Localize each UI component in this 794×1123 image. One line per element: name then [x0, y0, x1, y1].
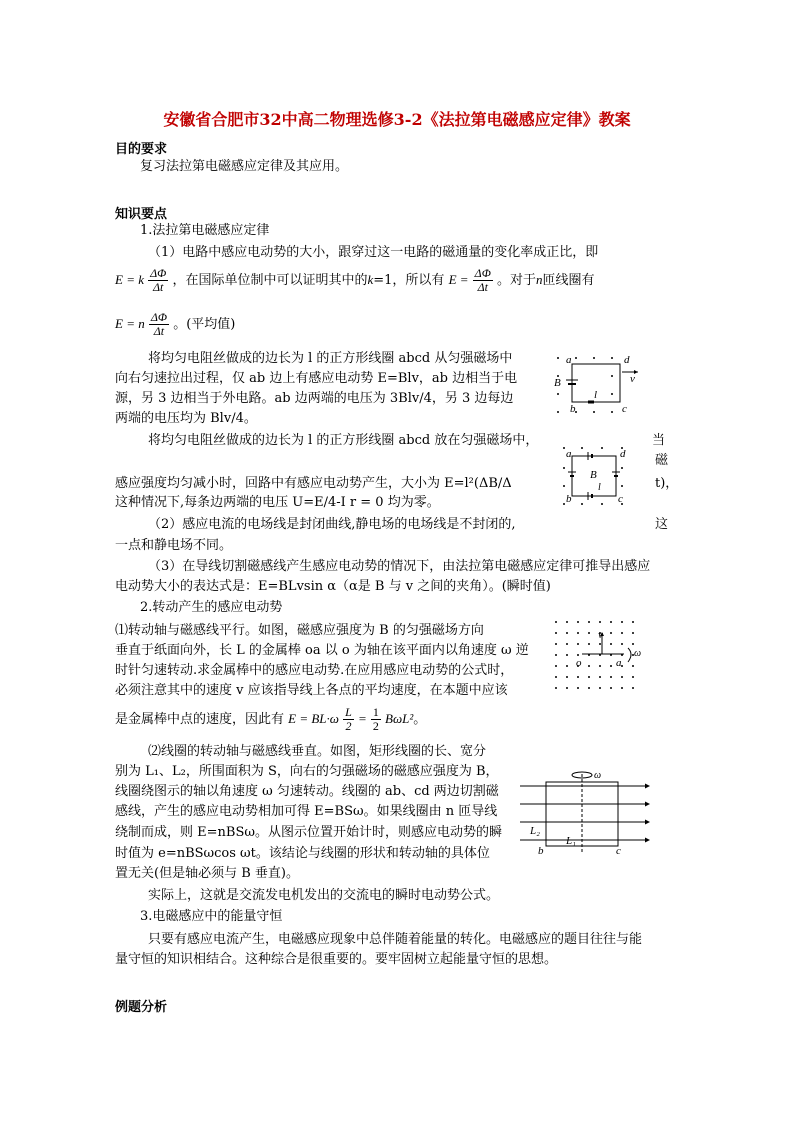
var-n: n	[536, 272, 543, 287]
field-dot	[599, 687, 601, 689]
fig1-label-B: B	[554, 377, 561, 389]
var-k: k	[367, 272, 374, 287]
field-dot	[566, 687, 568, 689]
field-dot	[555, 665, 557, 667]
para-3-line-1-right: 当	[652, 433, 666, 448]
knowledge-heading: 知识要点	[115, 207, 168, 222]
field-dot	[566, 632, 568, 634]
para-7-line-2: 别为 L₁、L₂，所围面积为 S，向右的匀强磁场的磁感应强度为 B，	[115, 764, 499, 779]
para-5-line-2: 电动势大小的表达式是：E=BLvsin α（α是 B 与 v 之间的夹角）。(瞬时值)	[115, 579, 551, 594]
field-dot	[577, 643, 579, 645]
frac-num: 1	[372, 705, 379, 719]
fig3-label-o: o	[576, 657, 582, 669]
goal-text: 复习法拉第电磁感应定律及其应用。	[140, 159, 349, 174]
para-3-mag: 磁	[655, 453, 669, 468]
para-6-line-4: 必须注意其中的速度 v 应该指导线上各点的平均速度，在本题中应该	[115, 683, 508, 698]
field-dot	[610, 687, 612, 689]
field-dot	[577, 654, 579, 656]
text: 匝线圈有	[542, 273, 595, 288]
para-6-line-3: 时针匀速转动.求金属棒中的感应电动势.在应用感应电动势的公式时，	[115, 663, 514, 678]
formula-e-equals-n: E = n	[115, 316, 145, 331]
para-6-line-5	[115, 706, 426, 733]
field-dot	[566, 621, 568, 623]
formula-b-omega-l2: BωL²	[385, 711, 414, 726]
para-4-line-1: （2）感应电流的电场线是封闭曲线,静电场的电场线是不封闭的,	[148, 517, 516, 532]
field-dot	[588, 621, 590, 623]
field-dot	[588, 665, 590, 667]
frac-den: 2	[372, 719, 379, 733]
fraction-one-half	[371, 706, 381, 733]
para-7-line-7: 置无关(但是轴必须与 B 垂直)。	[115, 866, 299, 881]
figure-rotating-rod	[552, 618, 644, 702]
frac-num: ΔΦ	[150, 266, 167, 280]
field-dot	[632, 621, 634, 623]
para-3-line-1: 将均匀电阻丝做成的边长为 l 的正方形线圈 abcd 放在匀强磁场中，	[148, 433, 539, 448]
text: ，在国际单位制中可以证明其中的	[172, 273, 368, 288]
para-2-line-1: 将均匀电阻丝做成的边长为 l 的正方形线圈 abcd 从匀强磁场中	[148, 351, 513, 366]
fig2-label-B: B	[590, 469, 597, 481]
para-9-line-1: 只要有感应电流产生，电磁感应现象中总伴随着能量的转化。电磁感应的题目往往与能	[148, 932, 643, 947]
field-dot	[588, 643, 590, 645]
goal-heading: 目的要求	[115, 142, 168, 157]
field-dot	[566, 654, 568, 656]
field-dot	[599, 621, 601, 623]
fig2-label-d: d	[620, 448, 626, 460]
fraction-l-over-2	[343, 706, 354, 733]
frac-den: 2	[345, 719, 352, 733]
field-dot	[621, 687, 623, 689]
field-dot	[632, 676, 634, 678]
frac-num: ΔΦ	[150, 310, 168, 324]
field-dot	[566, 665, 568, 667]
field-dot	[599, 676, 601, 678]
formula-equals: =	[357, 711, 367, 726]
text: 。对于	[497, 273, 537, 288]
frac-den: Δt	[153, 280, 164, 294]
examples-heading: 例题分析	[115, 1000, 168, 1015]
para-1-line-1: （1）电路中感应电动势的大小，跟穿过这一电路的磁通量的变化率成正比，即	[148, 245, 599, 260]
field-dot	[588, 632, 590, 634]
field-dot	[621, 621, 623, 623]
para-2-line-3: 源，另 3 边相当于外电路。ab 边两端的电压为 3Blv/4，另 3 边每边	[115, 391, 514, 406]
fig2-label-c: c	[618, 493, 623, 505]
field-dot	[632, 687, 634, 689]
fig2-label-l: l	[598, 482, 601, 493]
field-dot	[588, 687, 590, 689]
field-dot	[577, 676, 579, 678]
para-3-line-2-right: t)，	[655, 476, 679, 491]
section-3-title: 3.电磁感应中的能量守恒	[140, 909, 283, 924]
fig1-label-d: d	[624, 354, 630, 366]
frac-num: ΔΦ	[474, 266, 491, 280]
fraction-dphi-dt	[148, 267, 168, 294]
fig4-label-omega: ω	[594, 770, 602, 781]
figure-rotating-rectangular-coil	[520, 770, 655, 858]
field-dot	[577, 621, 579, 623]
frac-num: L	[345, 705, 352, 719]
para-9-line-2: 量守恒的知识相结合。这种综合是很重要的。要牢固树立起能量守恒的思想。	[115, 952, 558, 967]
para-2-line-2: 向右匀速拉出过程，仅 ab 边上有感应电动势 E=Blv，ab 边相当于电	[115, 371, 518, 386]
fig1-label-a: a	[566, 354, 572, 366]
fraction-dphi-dt-3	[149, 311, 169, 338]
para-6-line-1: ⑴转动轴与磁感线平行。如图，磁感应强度为 B 的匀强磁场方向	[115, 623, 484, 638]
text: =1，所以有	[373, 273, 445, 288]
field-dot	[555, 621, 557, 623]
fig3-label-a: a	[616, 657, 622, 669]
text: 。	[413, 712, 427, 727]
field-dot	[621, 676, 623, 678]
text: 。(平均值)	[173, 317, 236, 332]
section-1-title: 1.法拉第电磁感应定律	[140, 223, 270, 238]
para-7-line-6: 时值为 e=nBSωcos ωt。该结论与线圈的形状和转动轴的具体位	[115, 846, 490, 861]
field-dot	[599, 665, 601, 667]
fig2-label-a: a	[566, 448, 572, 460]
field-dot	[632, 665, 634, 667]
frac-den: Δt	[153, 324, 165, 338]
field-dot	[610, 643, 612, 645]
para-7-line-3: 线圈绕图示的轴以角速度 ω 匀速转动。线圈的 ab、cd 两边切割磁	[115, 784, 499, 799]
field-dot	[632, 632, 634, 634]
figure-pull-out-coil	[548, 350, 648, 422]
fig1-label-l: l	[594, 389, 598, 401]
field-dot	[610, 665, 612, 667]
para-8: 实际上，这就是交流发电机发出的交流电的瞬时电动势公式。	[148, 888, 500, 903]
para-3-line-2: 感应强度均匀减小时，回路中有感应电动势产生，大小为 E=l²(ΔB/Δ	[115, 476, 512, 491]
fig4-label-c: c	[616, 845, 621, 857]
field-dot	[577, 687, 579, 689]
field-dot	[566, 676, 568, 678]
field-dot	[555, 643, 557, 645]
text: 是金属棒中点的速度，因此有	[115, 712, 285, 727]
fig3-label-omega: ω	[634, 648, 642, 659]
figure-changing-field-coil	[558, 442, 638, 510]
field-dot	[555, 687, 557, 689]
para-5-line-1: （3）在导线切割磁感线产生感应电动势的情况下，由法拉第电磁感应定律可推导出感应	[148, 559, 651, 574]
para-6-line-2: 垂直于纸面向外，长 L 的金属棒 oa 以 o 为轴在该平面内以角速度 ω 逆	[115, 643, 529, 658]
section-2-title: 2.转动产生的感应电动势	[140, 600, 283, 615]
field-dot	[599, 643, 601, 645]
field-dot	[555, 676, 557, 678]
field-dot	[588, 676, 590, 678]
field-dot	[610, 632, 612, 634]
para-1-line-2	[115, 267, 595, 294]
field-dot	[555, 654, 557, 656]
formula-bl-omega: E = BL·ω	[288, 711, 339, 726]
para-4-line-1-right: 这	[655, 517, 669, 532]
para-2-line-4: 两端的电压均为 Blv/4。	[115, 411, 257, 426]
fig1-label-b: b	[570, 403, 576, 415]
field-dot	[610, 676, 612, 678]
field-dot	[621, 632, 623, 634]
field-dot	[555, 632, 557, 634]
para-3-line-3: 这种情况下,每条边两端的电压 U=E/4-I r = 0 均为零。	[115, 495, 440, 510]
frac-den: Δt	[477, 280, 488, 294]
page-title: 安徽省合肥市32中高二物理选修3-2《法拉第电磁感应定律》教案	[163, 110, 631, 129]
fig4-label-L2: L₂	[530, 825, 540, 837]
fig1-label-c: c	[622, 403, 627, 415]
para-4-line-2: 一点和静电场不同。	[115, 538, 233, 553]
para-7-line-4: 感线，产生的感应电动势相加可得 E=BSω。如果线圈由 n 匝导线	[115, 804, 498, 819]
formula-e-equals: E =	[448, 272, 469, 287]
para-7-line-5: 绕制而成，则 E=nBSω。从图示位置开始计时，则感应电动势的瞬	[115, 825, 502, 840]
para-1-line-3	[115, 311, 235, 338]
fig4-label-b: b	[538, 845, 544, 857]
field-dot	[632, 643, 634, 645]
fig2-label-b: b	[566, 493, 572, 505]
fraction-dphi-dt-2	[473, 267, 493, 294]
para-7-line-1: ⑵线圈的转动轴与磁感线垂直。如图，矩形线圈的长、宽分	[148, 744, 487, 759]
field-dot	[621, 643, 623, 645]
field-dot	[566, 643, 568, 645]
field-dot	[577, 632, 579, 634]
fig1-label-v: v	[630, 373, 635, 385]
field-dot	[610, 621, 612, 623]
fig4-label-L1: L₁	[566, 835, 576, 847]
formula-e-equals-k: E = k	[115, 272, 144, 287]
fig3-label-v: v	[598, 629, 603, 641]
